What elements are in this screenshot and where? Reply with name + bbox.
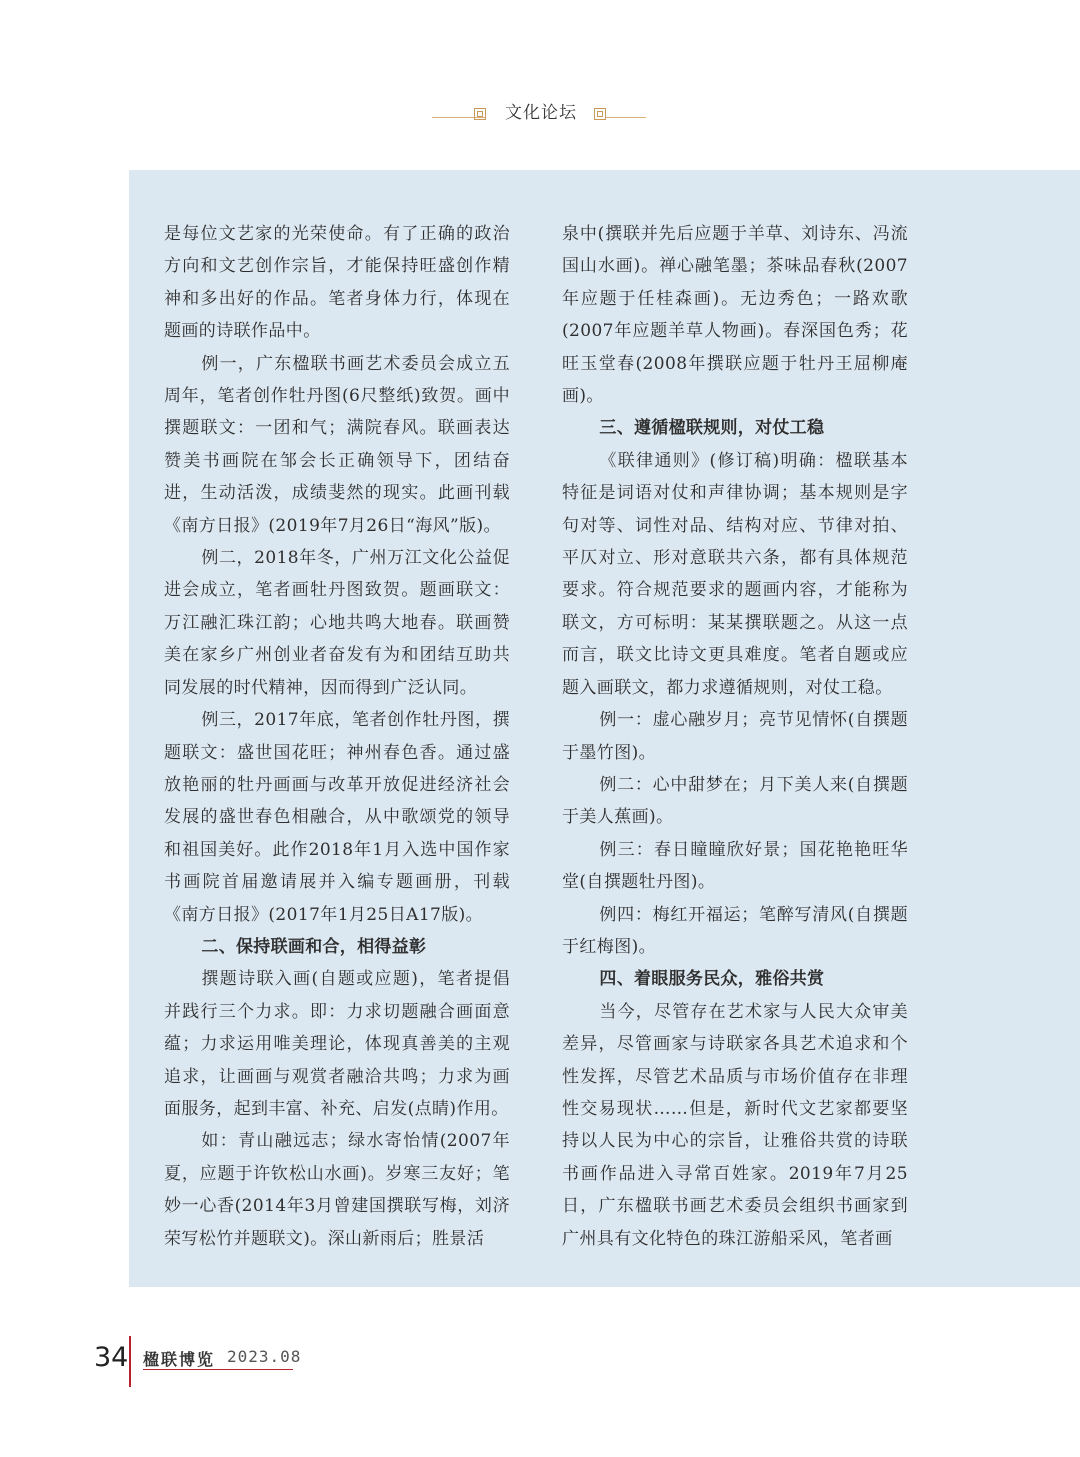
paragraph: 如：青山融远志；绿水寄怡情(2007年夏，应题于许钦松山水画)。岁寒三友好；笔妙一心香(2014年3月曾建国撰联写梅，刘济荣写松竹并题联文)。深山新雨后；胜景活 (164, 1131, 510, 1249)
paragraph: 例一，广东楹联书画艺术委员会成立五周年，笔者创作牡丹图(6尺整纸)致贺。画中撰题联文：一团和气；满院春风。联画表达赞美书画院在邹会长正确领导下，团结奋进，生动活泼，成绩斐然的现实。此画刊载《南方日报》(2019年7月26日“海风”版)。 (164, 353, 510, 536)
article-column-left (164, 218, 510, 1255)
paragraph: 例二，2018年冬，广州万江文化公益促进会成立，笔者画牡丹图致贺。题画联文：万江融汇珠江韵；心地共鸣大地春。联画赞美在家乡广州创业者奋发有为和团结互助共同发展的时代精神，因而得到广泛认同。 (164, 548, 510, 698)
paragraph: 《联律通则》(修订稿)明确：楹联基本特征是词语对仗和声律协调；基本规则是字句对等、词性对品、结构对应、节律对拍、平仄对立、形对意联共六条，都有具体规范要求。符合规范要求的题画内容，才能称为联文，方可标明：某某撰联题之。从这一点而言，联文比诗文更具难度。笔者自题或应题入画联文，都力求遵循规则，对仗工稳。 (562, 450, 908, 698)
paragraph: 是每位文艺家的光荣使命。有了正确的政治方向和文艺创作宗旨，才能保持旺盛创作精神和多出好的作品。笔者身体力行，体现在题画的诗联作品中。 (164, 224, 510, 342)
article-column-right (562, 218, 908, 1255)
page-number: 34 (94, 1342, 129, 1373)
paragraph: 例三，2017年底，笔者创作牡丹图，撰题联文：盛世国花旺；神州春色香。通过盛放艳丽的牡丹画画与改革开放促进经济社会发展的盛世春色相融合，从中歌颂党的领导和祖国美好。此作2018年1月入选中国作家书画院首届邀请展并入编专题画册，刊载《南方日报》(2017年1月25日A17版)。 (164, 710, 510, 925)
header-ornament-left-icon (474, 108, 486, 120)
paragraph: 当今，尽管存在艺术家与人民大众审美差异，尽管画家与诗联家各具艺术追求和个性发挥，尽管艺术品质与市场价值存在非理性交易现状……但是，新时代文艺家都要坚持以人民为中心的宗旨，让雅俗共赏的诗联书画作品进入寻常百姓家。2019年7月25日，广东楹联书画艺术委员会组织书画家到广州具有文化特色的珠江游船采风，笔者画 (562, 1001, 908, 1249)
section-heading: 二、保持联画和合，相得益彰 (201, 936, 427, 957)
header-ornament-right-icon (594, 108, 606, 120)
paragraph: 例四：梅红开福运；笔醉写清风(自撰题于红梅图)。 (562, 904, 908, 957)
footer-divider-vertical (129, 1336, 131, 1387)
paragraph: 例二：心中甜梦在；月下美人来(自撰题于美人蕉画)。 (562, 774, 908, 828)
paragraph: 例三：春日瞳瞳欣好景；国花艳艳旺华堂(自撰题牡丹图)。 (562, 839, 908, 893)
section-heading: 四、着眼服务民众，雅俗共赏 (599, 969, 825, 990)
paragraph: 例一：虚心融岁月；亮节见情怀(自撰题于墨竹图)。 (562, 710, 908, 763)
paragraph: 泉中(撰联并先后应题于羊草、刘诗东、冯流国山水画)。禅心融笔墨；茶味品春秋(2007年应题于任桂森画)。无边秀色；一路欢歌(2007年应题羊草人物画)。春深国色秀；花旺玉堂春(2008年撰联应题于牡丹王屈柳庵画)。 (562, 224, 908, 407)
magazine-name: 楹联博览 (143, 1350, 216, 1369)
header-rule-right (606, 117, 646, 118)
section-title: 文化论坛 (505, 103, 577, 123)
section-header (0, 96, 1080, 126)
issue-date: 2023.08 (227, 1347, 302, 1366)
footer-divider-horizontal (143, 1369, 293, 1370)
section-heading: 三、遵循楹联规则，对仗工稳 (599, 418, 825, 439)
paragraph: 撰题诗联入画(自题或应题)，笔者提倡并践行三个力求。即：力求切题融合画面意蕴；力求运用唯美理论，体现真善美的主观追求，让画画与观赏者融洽共鸣；力求为画面服务，起到丰富、补充、启发(点睛)作用。 (164, 969, 510, 1119)
article-panel (129, 170, 1080, 1287)
